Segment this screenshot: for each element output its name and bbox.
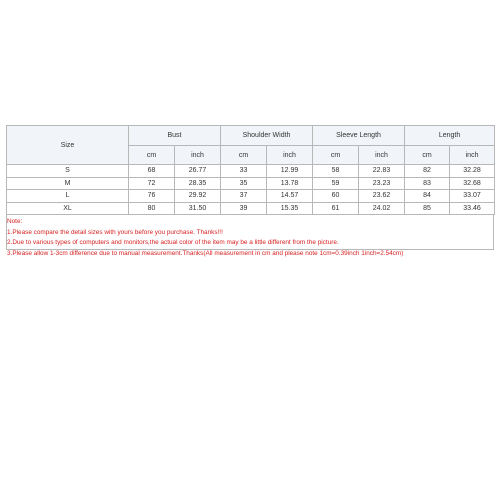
length-header: Length bbox=[405, 126, 495, 146]
unit-header: cm bbox=[221, 146, 267, 165]
table-body bbox=[7, 165, 495, 215]
measurement-cell: 83 bbox=[405, 177, 450, 190]
measurement-cell: 59 bbox=[313, 177, 359, 190]
measurement-cell: 33.46 bbox=[450, 202, 495, 215]
measurement-cell: 35 bbox=[221, 177, 267, 190]
size-column-header: Size bbox=[7, 126, 129, 165]
unit-header: inch bbox=[267, 146, 313, 165]
note-line: 3.Please allow 1-3cm difference due to manual measurement.Thanks(All measurement in cm and please note 1cm=0.39inch 1inch=2.54cm) bbox=[7, 249, 404, 257]
size-table bbox=[6, 125, 495, 215]
measurement-cell: 85 bbox=[405, 202, 450, 215]
notes-box bbox=[6, 215, 494, 257]
measurement-cell: 84 bbox=[405, 190, 450, 203]
measurement-cell: 37 bbox=[221, 190, 267, 203]
measurement-cell: 23.62 bbox=[359, 190, 405, 203]
measurement-cell: 22.83 bbox=[359, 165, 405, 178]
note-line: 2.Due to various types of computers and monitors,the actual color of the item may be a little different from the picture. bbox=[7, 239, 339, 246]
measurement-cell: 80 bbox=[129, 202, 175, 215]
sleeve-length-header: Sleeve Length bbox=[313, 126, 405, 146]
measurement-cell: 14.57 bbox=[267, 190, 313, 203]
measurement-cell: 72 bbox=[129, 177, 175, 190]
unit-header: cm bbox=[313, 146, 359, 165]
measurement-cell: 29.92 bbox=[175, 190, 221, 203]
measurement-cell: 39 bbox=[221, 202, 267, 215]
table-row bbox=[7, 190, 495, 203]
group-header-row bbox=[7, 126, 495, 146]
size-cell: XL bbox=[7, 202, 129, 215]
measurement-cell: 13.78 bbox=[267, 177, 313, 190]
measurement-cell: 26.77 bbox=[175, 165, 221, 178]
measurement-cell: 33 bbox=[221, 165, 267, 178]
measurement-cell: 23.23 bbox=[359, 177, 405, 190]
table-row bbox=[7, 177, 495, 190]
bust-header: Bust bbox=[129, 126, 221, 146]
notes-title: Note: bbox=[7, 218, 23, 225]
measurement-cell: 61 bbox=[313, 202, 359, 215]
measurement-cell: 68 bbox=[129, 165, 175, 178]
unit-header: cm bbox=[405, 146, 450, 165]
measurement-cell: 58 bbox=[313, 165, 359, 178]
measurement-cell: 32.28 bbox=[450, 165, 495, 178]
unit-header: cm bbox=[129, 146, 175, 165]
measurement-cell: 60 bbox=[313, 190, 359, 203]
table-row bbox=[7, 165, 495, 178]
unit-header: inch bbox=[359, 146, 405, 165]
shoulder-width-header: Shoulder Width bbox=[221, 126, 313, 146]
size-cell: L bbox=[7, 190, 129, 203]
measurement-cell: 33.07 bbox=[450, 190, 495, 203]
measurement-cell: 28.35 bbox=[175, 177, 221, 190]
unit-header: inch bbox=[450, 146, 495, 165]
measurement-cell: 82 bbox=[405, 165, 450, 178]
size-cell: S bbox=[7, 165, 129, 178]
measurement-cell: 12.99 bbox=[267, 165, 313, 178]
measurement-cell: 76 bbox=[129, 190, 175, 203]
size-cell: M bbox=[7, 177, 129, 190]
measurement-cell: 31.50 bbox=[175, 202, 221, 215]
note-line: 1.Please compare the detail sizes with yours before you purchase. Thanks!!! bbox=[7, 228, 223, 236]
measurement-cell: 24.02 bbox=[359, 202, 405, 215]
unit-header: inch bbox=[175, 146, 221, 165]
size-chart bbox=[6, 125, 494, 257]
table-row bbox=[7, 202, 495, 215]
measurement-cell: 32.68 bbox=[450, 177, 495, 190]
measurement-cell: 15.35 bbox=[267, 202, 313, 215]
